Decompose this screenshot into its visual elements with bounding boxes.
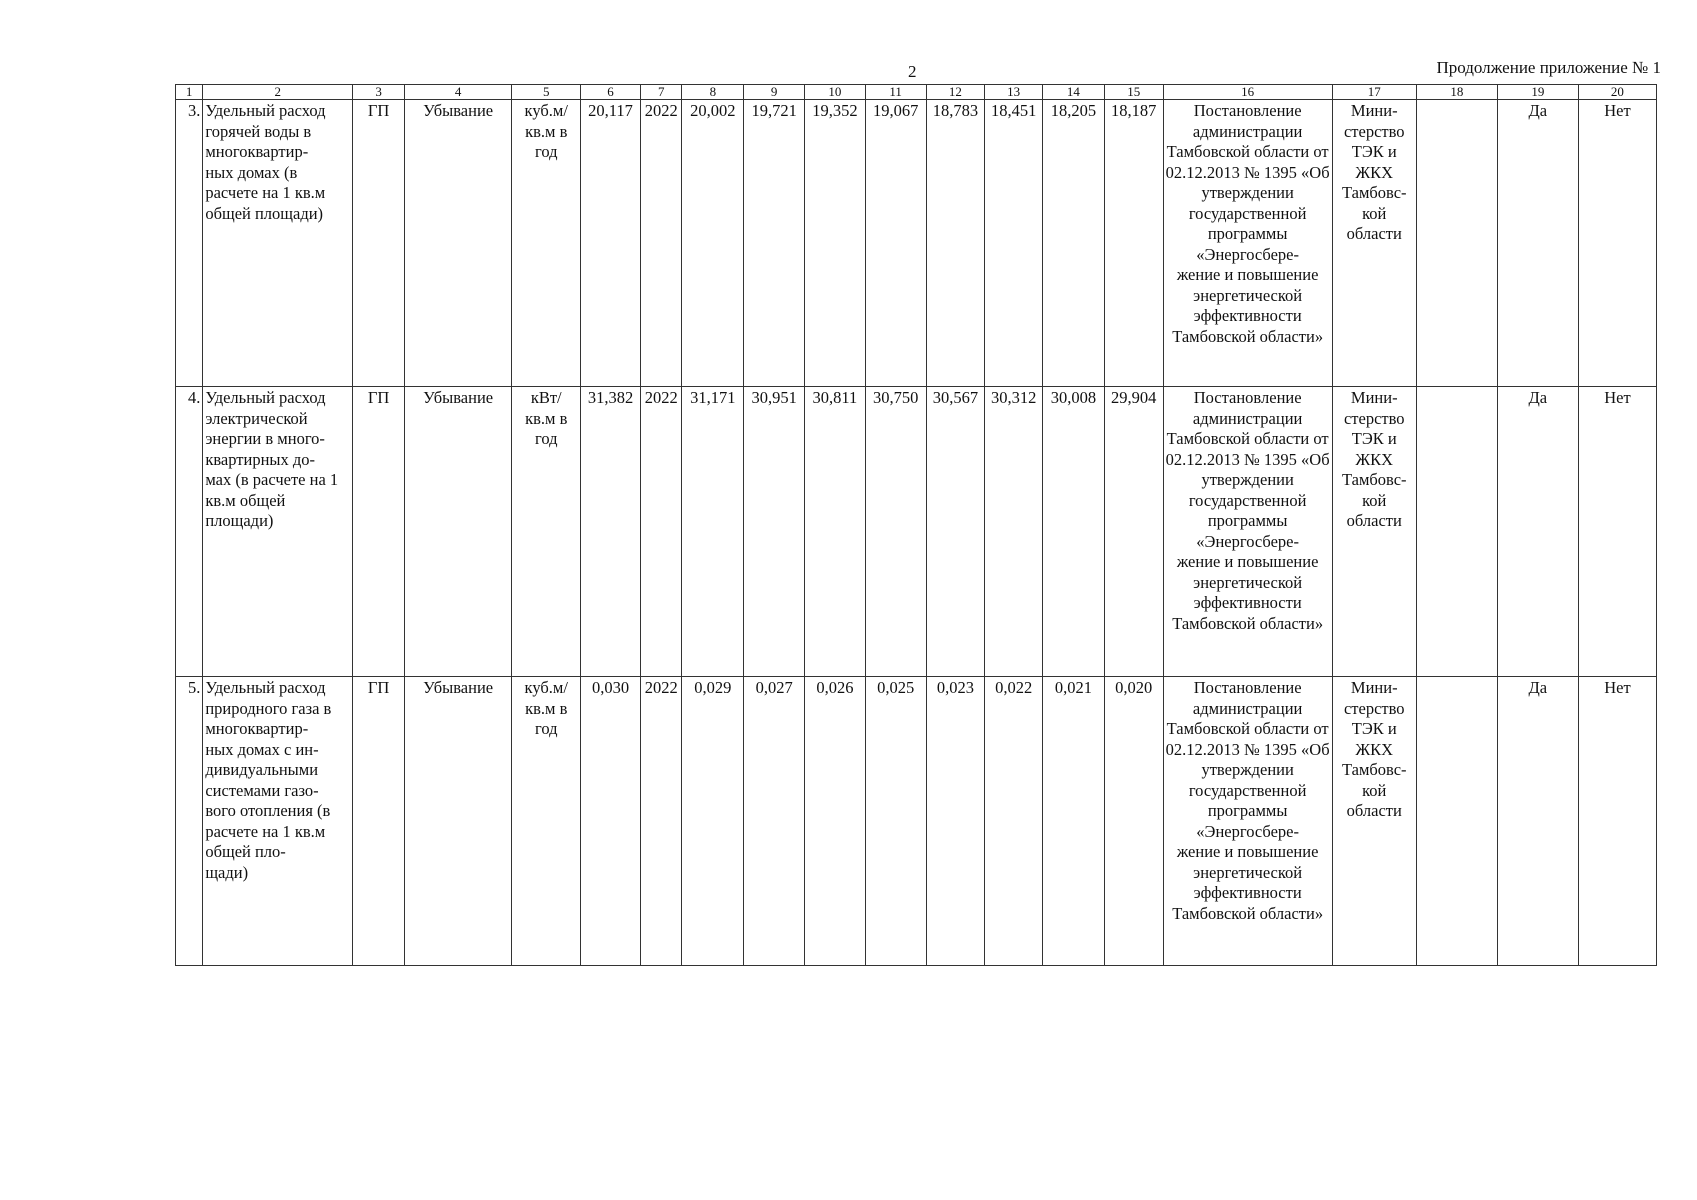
year-value: 30,567 [926,387,985,677]
indicator-level: ГП [353,677,405,966]
year-value: 0,027 [744,677,805,966]
column-20-cell: Нет [1578,677,1656,966]
base-value: 20,117 [581,100,641,387]
column-number: 10 [805,85,866,100]
column-number: 8 [682,85,744,100]
indicator-level: ГП [353,387,405,677]
row-number: 5. [176,677,203,966]
indicator-name: Удельный расход горячей воды в многоквартир- ных домах (в расчете на 1 кв.м общей площади) [203,100,353,387]
indicator-direction: Убывание [404,387,511,677]
year-value: 31,171 [682,387,744,677]
column-number: 14 [1043,85,1105,100]
indicator-unit: куб.м/ кв.м в год [512,677,581,966]
year-value: 18,205 [1043,100,1105,387]
source-document: Постановление администрации Тамбовской области от 02.12.2013 № 1395 «Об утверждении государственной программы «Энергосбере- жение и повышение энергетической эффективности Тамбовской области» [1163,387,1332,677]
base-value: 31,382 [581,387,641,677]
column-number: 17 [1332,85,1416,100]
column-number: 5 [512,85,581,100]
indicators-table-wrap [175,84,1657,966]
row-number: 3. [176,100,203,387]
year-value: 19,721 [744,100,805,387]
column-19-cell: Да [1497,387,1578,677]
base-year: 2022 [640,387,682,677]
responsible-body: Мини- стерство ТЭК и ЖКХ Тамбовс- кой области [1332,100,1416,387]
indicator-name: Удельный расход природного газа в многоквартир- ных домах с ин- дивидуальными системами газо- вого отопления (в расчете на 1 кв.м общей пло- щади) [203,677,353,966]
base-year: 2022 [640,100,682,387]
year-value: 30,312 [985,387,1043,677]
year-value: 18,451 [985,100,1043,387]
indicator-direction: Убывание [404,100,511,387]
indicator-direction: Убывание [404,677,511,966]
responsible-body: Мини- стерство ТЭК и ЖКХ Тамбовс- кой области [1332,677,1416,966]
page-number: 2 [908,62,917,81]
column-number: 9 [744,85,805,100]
year-value: 30,008 [1043,387,1105,677]
column-number: 1 [176,85,203,100]
column-20-cell: Нет [1578,387,1656,677]
base-year: 2022 [640,677,682,966]
column-19-cell: Да [1497,677,1578,966]
continuation-caption: Продолжение приложение № 1 [1436,58,1661,77]
year-value: 20,002 [682,100,744,387]
column-number: 15 [1104,85,1163,100]
year-value: 29,904 [1104,387,1163,677]
indicator-unit: кВт/ кв.м в год [512,387,581,677]
column-20-cell: Нет [1578,100,1656,387]
source-document: Постановление администрации Тамбовской области от 02.12.2013 № 1395 «Об утверждении государственной программы «Энергосбере- жение и повышение энергетической эффективности Тамбовской области» [1163,677,1332,966]
year-value: 0,029 [682,677,744,966]
year-value: 0,025 [865,677,926,966]
source-document: Постановление администрации Тамбовской области от 02.12.2013 № 1395 «Об утверждении государственной программы «Энергосбере- жение и повышение энергетической эффективности Тамбовской области» [1163,100,1332,387]
column-number: 12 [926,85,985,100]
column-number: 20 [1578,85,1656,100]
column-number: 19 [1497,85,1578,100]
table-row [176,387,1657,677]
year-value: 0,020 [1104,677,1163,966]
responsible-body: Мини- стерство ТЭК и ЖКХ Тамбовс- кой области [1332,387,1416,677]
column-number: 13 [985,85,1043,100]
year-value: 19,067 [865,100,926,387]
table-row [176,677,1657,966]
column-18-cell [1416,387,1497,677]
column-18-cell [1416,677,1497,966]
column-19-cell: Да [1497,100,1578,387]
year-value: 0,026 [805,677,866,966]
column-number: 16 [1163,85,1332,100]
column-number: 11 [865,85,926,100]
year-value: 0,023 [926,677,985,966]
column-number: 6 [581,85,641,100]
year-value: 30,951 [744,387,805,677]
column-number: 7 [640,85,682,100]
year-value: 19,352 [805,100,866,387]
indicator-level: ГП [353,100,405,387]
year-value: 18,187 [1104,100,1163,387]
base-value: 0,030 [581,677,641,966]
column-number: 4 [404,85,511,100]
indicators-table [175,84,1657,966]
column-number: 3 [353,85,405,100]
year-value: 30,750 [865,387,926,677]
year-value: 0,022 [985,677,1043,966]
table-row [176,100,1657,387]
year-value: 18,783 [926,100,985,387]
year-value: 30,811 [805,387,866,677]
column-18-cell [1416,100,1497,387]
column-number: 2 [203,85,353,100]
column-numbers-row [176,85,1657,100]
indicator-unit: куб.м/ кв.м в год [512,100,581,387]
column-number: 18 [1416,85,1497,100]
year-value: 0,021 [1043,677,1105,966]
row-number: 4. [176,387,203,677]
indicator-name: Удельный расход электрической энергии в много- квартирных до- мах (в расчете на 1 кв.м общей площади) [203,387,353,677]
